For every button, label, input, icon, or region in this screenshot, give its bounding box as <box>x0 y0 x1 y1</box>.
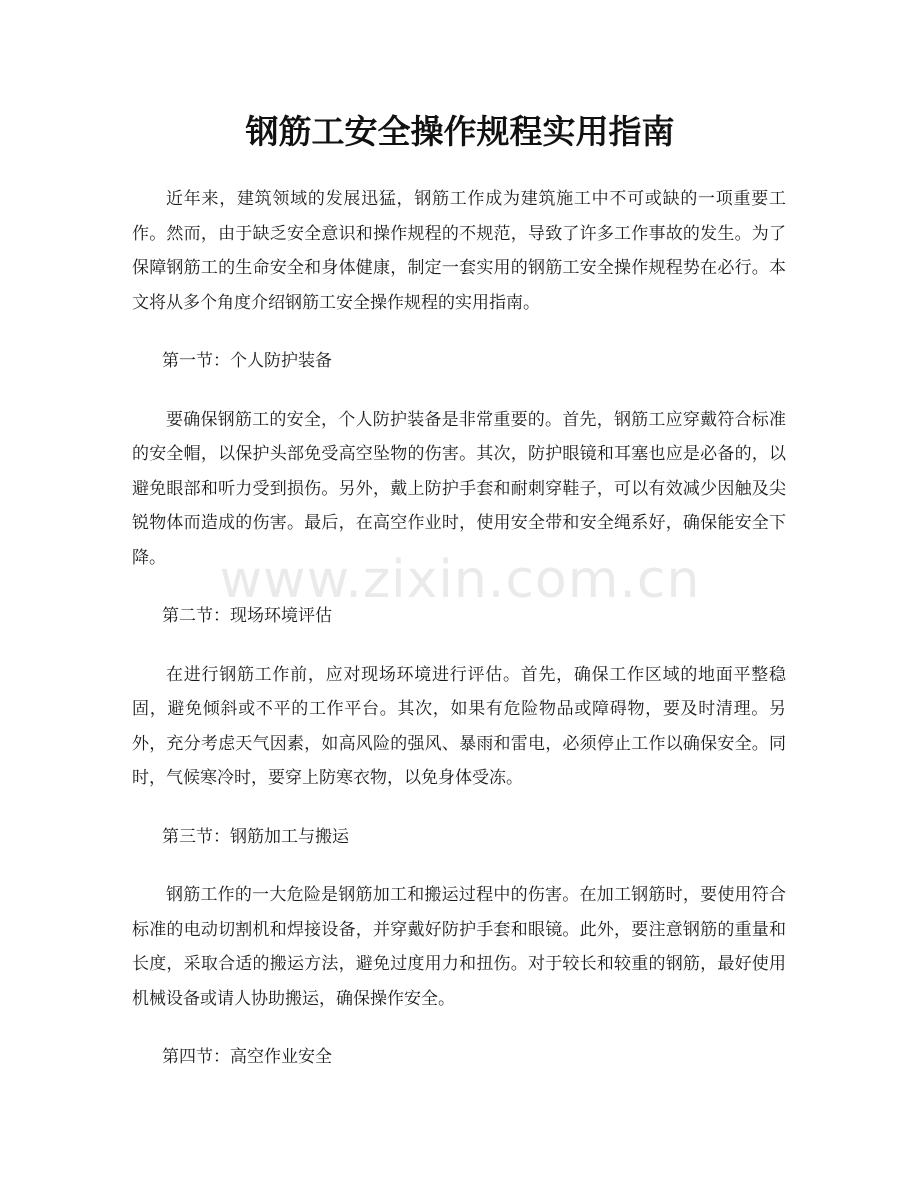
section-3-paragraph: 钢筋工作的一大危险是钢筋加工和搬运过程中的伤害。在加工钢筋时，要使用符合标准的电动切割机和焊接设备，并穿戴好防护手套和眼镜。此外，要注意钢筋的重量和长度，采取合适的搬运方法，避免过度用力和扭伤。对于较长和较重的钢筋，最好使用机械设备或请人协助搬运，确保操作安全。 <box>132 885 786 1009</box>
section-1-heading: 第一节：个人防护装备 <box>162 351 332 371</box>
section-4-heading: 第四节：高空作业安全 <box>162 1047 332 1067</box>
section-2-paragraph: 在进行钢筋工作前，应对现场环境进行评估。首先，确保工作区域的地面平整稳固，避免倾斜或不平的工作平台。其次，如果有危险物品或障碍物，要及时清理。另外，充分考虑天气因素，如高风险的强风、暴雨和雷电，必须停止工作以确保安全。同时，气候寒冷时，要穿上防寒衣物，以免身体受冻。 <box>132 664 786 788</box>
section-1-paragraph: 要确保钢筋工的安全，个人防护装备是非常重要的。首先，钢筋工应穿戴符合标准的安全帽，以保护头部免受高空坠物的伤害。其次，防护眼镜和耳塞也应是必备的，以避免眼部和听力受到损伤。另外，戴上防护手套和耐刺穿鞋子，可以有效减少因触及尖锐物体而造成的伤害。最后，在高空作业时，使用安全带和安全绳系好，确保能安全下降。 <box>132 409 786 568</box>
section-2-heading: 第二节：现场环境评估 <box>162 606 332 626</box>
watermark-text: www.zixin.com.cn <box>219 550 701 610</box>
intro-paragraph: 近年来，建筑领域的发展迅猛，钢筋工作成为建筑施工中不可或缺的一项重要工作。然而，由于缺乏安全意识和操作规程的不规范，导致了许多工作事故的发生。为了保障钢筋工的生命安全和身体健康，制定一套实用的钢筋工安全操作规程势在必行。本文将从多个角度介绍钢筋工安全操作规程的实用指南。 <box>132 189 786 313</box>
section-3-heading: 第三节：钢筋加工与搬运 <box>162 826 349 847</box>
page-title: 钢筋工安全操作规程实用指南 <box>245 112 675 151</box>
document-body <box>132 182 786 1099</box>
